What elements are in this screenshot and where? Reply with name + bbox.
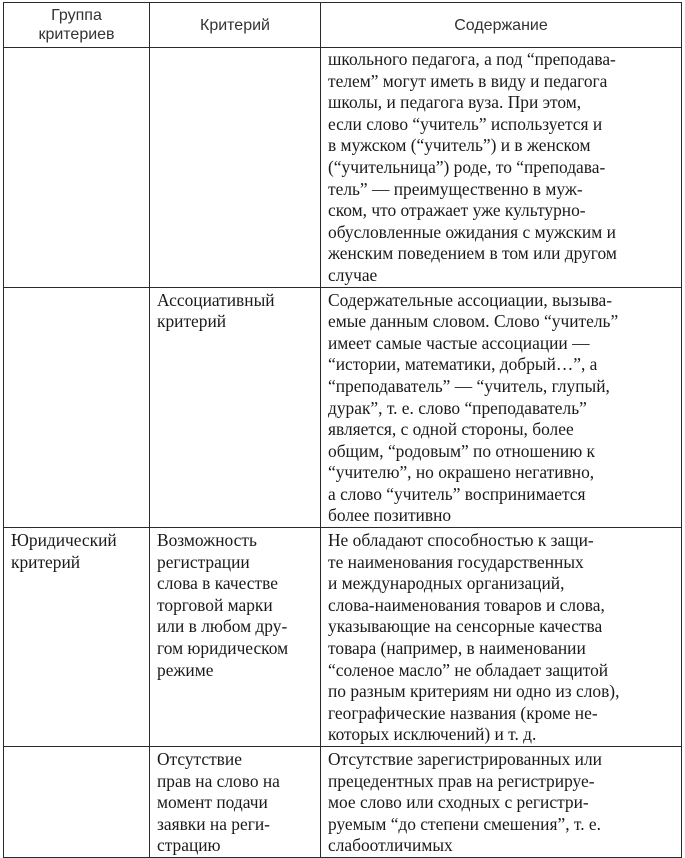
content-cell: школьного педагога, а под “преподава- телем” могут иметь в виду и педагога школы, и педагога вуза. При этом, если слово “учитель” используется и в мужском (“учитель”) и в женском (“учительница”) роде, то “преподава- тель” — преимущественно в муж- ском, что отражает уже культурно- обусловленные ожидания с мужским и женским поведением в том или другом случае [321, 48, 682, 288]
table-row [4, 747, 682, 858]
header-row [4, 3, 682, 48]
criterion-cell: Ассоциативный критерий [150, 287, 321, 528]
group-cell [4, 747, 150, 858]
criterion-cell [150, 48, 321, 288]
table-row [4, 48, 682, 288]
header-group: Группа критериев [4, 3, 150, 48]
table-row [4, 528, 682, 747]
content-cell: Содержательные ассоциации, вызыва- емые данным словом. Слово “учитель” имеет самые частые ассоциации — “истории, математики, добрый…”, а “преподаватель” — “учитель, глупый, дурак”, т. е. слово “преподаватель” является, с одной стороны, более общим, “родовым” по отношению к “учителю”, но окрашено негативно, а слово “учитель” воспринимается более позитивно [321, 287, 682, 528]
criterion-cell: Возможность регистрации слова в качестве торговой марки или в любом дру- гом юридическом режиме [150, 528, 321, 747]
criteria-table [3, 2, 682, 858]
group-cell [4, 287, 150, 528]
table-row [4, 287, 682, 528]
content-cell: Отсутствие зарегистрированных или прецедентных прав на регистрируе- мое слово или сходных с регистри- руемым “до степени смешения”, т. е. слабоотличимых [321, 747, 682, 858]
header-content: Содержание [321, 3, 682, 48]
criterion-cell: Отсутствие прав на слово на момент подачи заявки на реги- страцию [150, 747, 321, 858]
header-criterion: Критерий [150, 3, 321, 48]
group-cell: Юридический критерий [4, 528, 150, 747]
group-cell [4, 48, 150, 288]
content-cell: Не обладают способностью к защи- те наименования государственных и международных организаций, слова-наименования товаров и слова, указывающие на сенсорные качества товара (например, в наименовании “соленое масло” не обладает защитой по разным критериям ни одно из слов), географические названия (кроме не- которых исключений) и т. д. [321, 528, 682, 747]
